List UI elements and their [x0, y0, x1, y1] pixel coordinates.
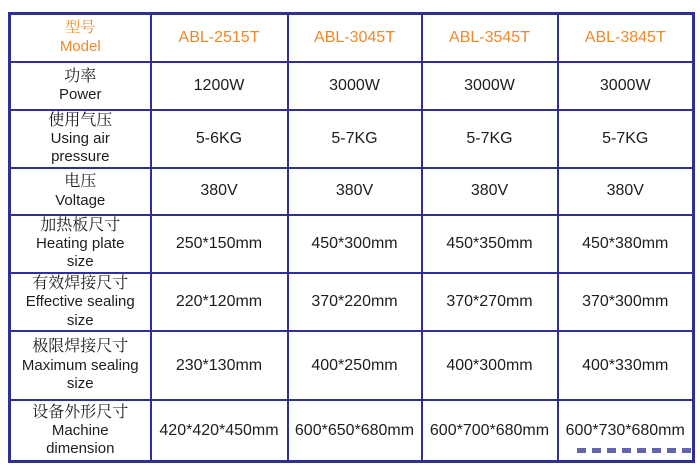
maximum-sealing-size-abl-3045t: 400*250mm [288, 331, 422, 400]
row-label-power [10, 62, 151, 110]
header-model-abl-2515t: ABL-2515T [151, 14, 288, 62]
machine-dimension-abl-3845t: 600*730*680mm [558, 400, 694, 462]
row-label-effective-sealing-size-en: Effective sealing size [25, 293, 135, 329]
voltage-abl-3545t: 380V [422, 168, 558, 215]
voltage-abl-3045t: 380V [288, 168, 422, 215]
row-label-power-zh: 功率 [64, 67, 97, 85]
row-label-maximum-sealing-size [10, 331, 151, 400]
voltage-abl-3845t: 380V [558, 168, 694, 215]
power-abl-3545t: 3000W [422, 62, 558, 110]
heating-plate-size-abl-2515t: 250*150mm [151, 215, 288, 273]
row-label-voltage [10, 168, 151, 215]
air-pressure-abl-2515t: 5-6KG [151, 110, 288, 168]
effective-sealing-size-abl-3545t: 370*270mm [422, 273, 558, 331]
table-row-power [10, 62, 694, 110]
machine-dimension-abl-2515t: 420*420*450mm [151, 400, 288, 462]
row-label-air-pressure-en: Using air pressure [50, 130, 110, 166]
table-row-voltage [10, 168, 694, 215]
power-abl-3845t: 3000W [558, 62, 694, 110]
row-label-heating-plate-size-zh: 加热板尺寸 [40, 216, 121, 234]
power-abl-2515t: 1200W [151, 62, 288, 110]
table-row-effective-sealing-size [10, 273, 694, 331]
header-model-label-zh: 型号 [65, 19, 96, 37]
effective-sealing-size-abl-2515t: 220*120mm [151, 273, 288, 331]
air-pressure-abl-3845t: 5-7KG [558, 110, 694, 168]
table-row-air-pressure [10, 110, 694, 168]
row-label-air-pressure [10, 110, 151, 168]
effective-sealing-size-abl-3845t: 370*300mm [558, 273, 694, 331]
table-row-maximum-sealing-size [10, 331, 694, 400]
heating-plate-size-abl-3545t: 450*350mm [422, 215, 558, 273]
row-label-effective-sealing-size [10, 273, 151, 331]
row-label-voltage-zh: 电压 [64, 173, 97, 191]
row-label-maximum-sealing-size-zh: 极限焊接尺寸 [32, 338, 129, 356]
row-label-power-en: Power [58, 86, 102, 104]
voltage-abl-2515t: 380V [151, 168, 288, 215]
effective-sealing-size-abl-3045t: 370*220mm [288, 273, 422, 331]
heating-plate-size-abl-3845t: 450*380mm [558, 215, 694, 273]
table-header-row [10, 14, 694, 62]
row-label-maximum-sealing-size-en: Maximum sealing size [21, 356, 139, 393]
machine-dimension-abl-3045t: 600*650*680mm [288, 400, 422, 462]
watermark-remnant [577, 448, 695, 453]
maximum-sealing-size-abl-2515t: 230*130mm [151, 331, 288, 400]
row-label-heating-plate-size-en: Heating plate size [36, 235, 125, 271]
maximum-sealing-size-abl-3545t: 400*300mm [422, 331, 558, 400]
row-label-machine-dimension-zh: 设备外形尺寸 [32, 403, 129, 421]
row-label-machine-dimension-en: Machine dimension [46, 422, 115, 458]
air-pressure-abl-3545t: 5-7KG [422, 110, 558, 168]
maximum-sealing-size-abl-3845t: 400*330mm [558, 331, 694, 400]
row-label-heating-plate-size [10, 215, 151, 273]
header-model-label-en: Model [59, 37, 101, 55]
row-label-machine-dimension [10, 400, 151, 462]
header-model-cell [10, 14, 151, 62]
row-label-effective-sealing-size-zh: 有效焊接尺寸 [32, 274, 129, 292]
air-pressure-abl-3045t: 5-7KG [288, 110, 422, 168]
header-model-abl-3045t: ABL-3045T [288, 14, 422, 62]
heating-plate-size-abl-3045t: 450*300mm [288, 215, 422, 273]
header-model-abl-3845t: ABL-3845T [558, 14, 694, 62]
power-abl-3045t: 3000W [288, 62, 422, 110]
spec-table [8, 12, 695, 463]
row-label-air-pressure-zh: 使用气压 [48, 111, 113, 129]
header-model-abl-3545t: ABL-3545T [422, 14, 558, 62]
table-row-heating-plate-size [10, 215, 694, 273]
machine-dimension-abl-3545t: 600*700*680mm [422, 400, 558, 462]
row-label-voltage-en: Voltage [55, 191, 106, 209]
